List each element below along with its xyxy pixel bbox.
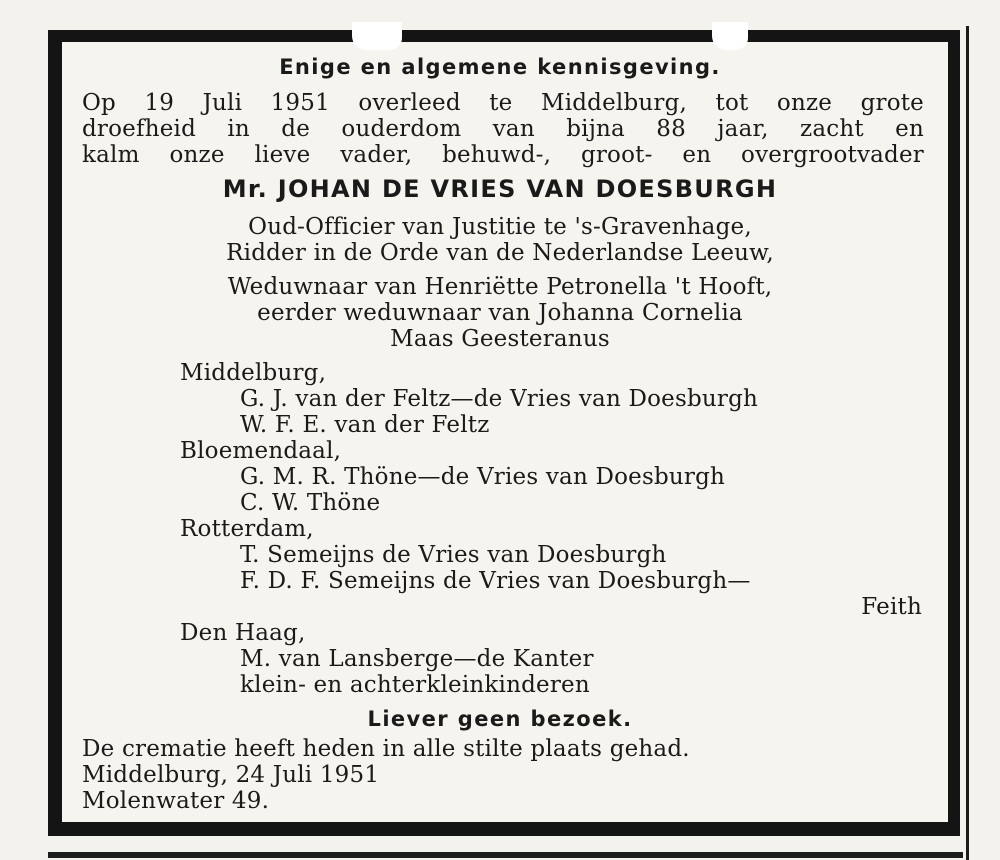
widower-line: eerder weduwnaar van Johanna Cornelia xyxy=(257,300,743,326)
family-member: C. W. Thöne xyxy=(240,490,381,516)
place-date: Middelburg, 24 Juli 1951 xyxy=(82,762,380,788)
family-member: klein- en achterkleinkinderen xyxy=(240,672,590,698)
family-place: Bloemendaal, xyxy=(180,438,342,464)
family-place: Rotterdam, xyxy=(180,516,314,542)
intro-line: droefheid in de ouderdom van bijna 88 jaar, zacht en xyxy=(82,116,924,142)
family-place: Middelburg, xyxy=(180,360,327,386)
widower-line: Maas Geesteranus xyxy=(390,326,610,352)
family-member: W. F. E. van der Feltz xyxy=(240,412,490,438)
notice-heading: Enige en algemene kennisgeving. xyxy=(279,55,721,79)
family-member: M. van Lansberge—de Kanter xyxy=(240,646,594,672)
visit-request: Liever geen bezoek. xyxy=(367,707,633,731)
address: Molenwater 49. xyxy=(82,788,270,814)
family-place: Den Haag, xyxy=(180,620,306,646)
intro-line: kalm onze lieve vader, behuwd-, groot- en overgrootvader xyxy=(82,142,924,168)
widower-line: Weduwnaar van Henriëtte Petronella 't Hooft, xyxy=(227,274,773,300)
family-member-continuation: Feith xyxy=(861,594,922,620)
family-member: G. M. R. Thöne—de Vries van Doesburgh xyxy=(240,464,726,490)
family-member: T. Semeijns de Vries van Doesburgh xyxy=(240,542,667,568)
intro-line: Op 19 Juli 1951 overleed te Middelburg, tot onze grote xyxy=(82,90,924,116)
family-member: G. J. van der Feltz—de Vries van Doesburgh xyxy=(240,386,759,412)
title-line: Ridder in de Orde van de Nederlandse Leeuw, xyxy=(226,240,774,266)
cremation-line: De crematie heeft heden in alle stilte plaats gehad. xyxy=(82,736,690,762)
deceased-name: Mr. JOHAN DE VRIES VAN DOESBURGH xyxy=(222,175,778,203)
family-member: F. D. F. Semeijns de Vries van Doesburgh— xyxy=(240,568,751,594)
title-line: Oud-Officier van Justitie te 's-Gravenhage, xyxy=(248,214,752,240)
